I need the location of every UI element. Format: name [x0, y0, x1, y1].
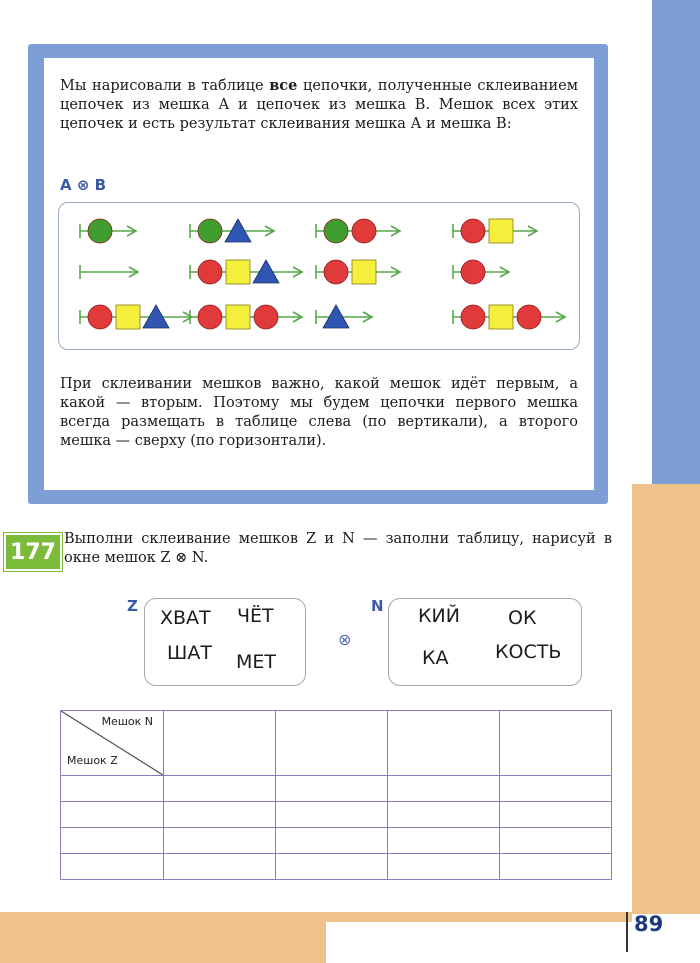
green-circle-icon	[198, 219, 222, 243]
chain-item	[453, 305, 565, 329]
red-circle-icon	[352, 219, 376, 243]
side-band-orange	[632, 484, 700, 914]
table-cell[interactable]	[164, 711, 276, 776]
page-number-divider	[626, 912, 628, 952]
table-cell[interactable]	[276, 776, 388, 802]
table-row	[61, 802, 612, 828]
yellow-square-icon	[352, 260, 376, 284]
task-text: Выполни склеивание мешков Z и N — заполни таблицу, нарисуй в окне мешок Z ⊗ N.	[64, 531, 612, 566]
table-cell[interactable]	[164, 854, 276, 880]
table-cell[interactable]	[388, 711, 500, 776]
yellow-square-icon	[226, 260, 250, 284]
side-band-blue	[652, 0, 700, 486]
intro-text-1: Мы нарисовали в таблице	[60, 78, 270, 94]
chain-item	[190, 260, 302, 284]
chain-item	[316, 260, 400, 284]
bag-n-word: КИЙ	[418, 605, 460, 627]
header-bag-z: Мешок Z	[67, 754, 118, 767]
chain-item	[80, 305, 192, 329]
table-cell[interactable]	[500, 711, 612, 776]
set-label-a-glue-b: A ⊗ B	[60, 176, 107, 194]
table-cell[interactable]	[61, 854, 164, 880]
green-circle-icon	[324, 219, 348, 243]
intro-text-bold: все	[269, 77, 298, 94]
yellow-square-icon	[116, 305, 140, 329]
chain-item	[453, 260, 509, 284]
answer-table	[60, 710, 612, 880]
table-cell[interactable]	[61, 802, 164, 828]
bag-n-word: КОСТЬ	[495, 641, 562, 663]
red-circle-icon	[517, 305, 541, 329]
page-number: 89	[634, 912, 664, 936]
red-circle-icon	[198, 305, 222, 329]
table-cell[interactable]	[388, 776, 500, 802]
table-cell[interactable]	[500, 854, 612, 880]
chain-item	[316, 305, 372, 328]
chain-item	[190, 305, 302, 329]
chain-item	[190, 219, 274, 243]
table-cell[interactable]	[276, 828, 388, 854]
table-cell[interactable]	[164, 828, 276, 854]
yellow-square-icon	[226, 305, 250, 329]
table-cell[interactable]	[164, 776, 276, 802]
table-cell[interactable]	[276, 802, 388, 828]
chains-diagram	[58, 202, 580, 350]
task-number-badge: 177	[4, 533, 62, 571]
chain-item	[80, 219, 136, 243]
table-cell[interactable]	[388, 802, 500, 828]
bag-n-word: ОК	[508, 607, 537, 629]
header-bag-n: Мешок N	[101, 715, 153, 728]
bag-n-label: N	[371, 597, 384, 615]
yellow-square-icon	[489, 219, 513, 243]
note-paragraph: При склеивании мешков важно, какой мешок идёт первым, а какой — вторым. Поэтому мы будем цепочки первого мешка всегда размещать в таблице слева (по вертикали), а второго мешка — сверху (по горизонтали).	[60, 376, 578, 449]
table-row	[61, 854, 612, 880]
green-circle-icon	[88, 219, 112, 243]
bag-z-word: ШАТ	[167, 642, 212, 664]
table-cell[interactable]	[500, 828, 612, 854]
bag-z-word: МЕТ	[236, 651, 277, 673]
page-corner	[326, 922, 632, 963]
bag-z-word: ЧЁТ	[237, 605, 274, 627]
red-circle-icon	[88, 305, 112, 329]
chain-item	[316, 219, 400, 243]
table-cell[interactable]	[164, 802, 276, 828]
glue-operator-icon: ⊗	[338, 630, 352, 649]
red-circle-icon	[324, 260, 348, 284]
red-circle-icon	[461, 260, 485, 284]
bag-z-label: Z	[127, 597, 138, 615]
table-corner-cell	[61, 711, 164, 776]
red-circle-icon	[461, 305, 485, 329]
intro-paragraph	[60, 76, 578, 134]
bag-n-word: КА	[422, 647, 449, 669]
table-cell[interactable]	[388, 828, 500, 854]
red-circle-icon	[461, 219, 485, 243]
red-circle-icon	[254, 305, 278, 329]
table-cell[interactable]	[500, 776, 612, 802]
chain-item	[453, 219, 537, 243]
bag-z-word: ХВАТ	[160, 607, 211, 629]
table-cell[interactable]	[500, 802, 612, 828]
red-circle-icon	[198, 260, 222, 284]
yellow-square-icon	[489, 305, 513, 329]
table-cell[interactable]	[276, 711, 388, 776]
table-cell[interactable]	[61, 828, 164, 854]
table-cell[interactable]	[388, 854, 500, 880]
table-row	[61, 828, 612, 854]
intro-text-2: цепочки, полученные склеиванием цепочек из мешка А и цепочек из мешка В. Мешок всех этих цепочек и есть результат склеивания мешка А и мешка В:	[60, 78, 578, 132]
table-header-row	[61, 711, 612, 776]
chain-item	[80, 265, 138, 279]
table-cell[interactable]	[61, 776, 164, 802]
table-cell[interactable]	[276, 854, 388, 880]
table-row	[61, 776, 612, 802]
